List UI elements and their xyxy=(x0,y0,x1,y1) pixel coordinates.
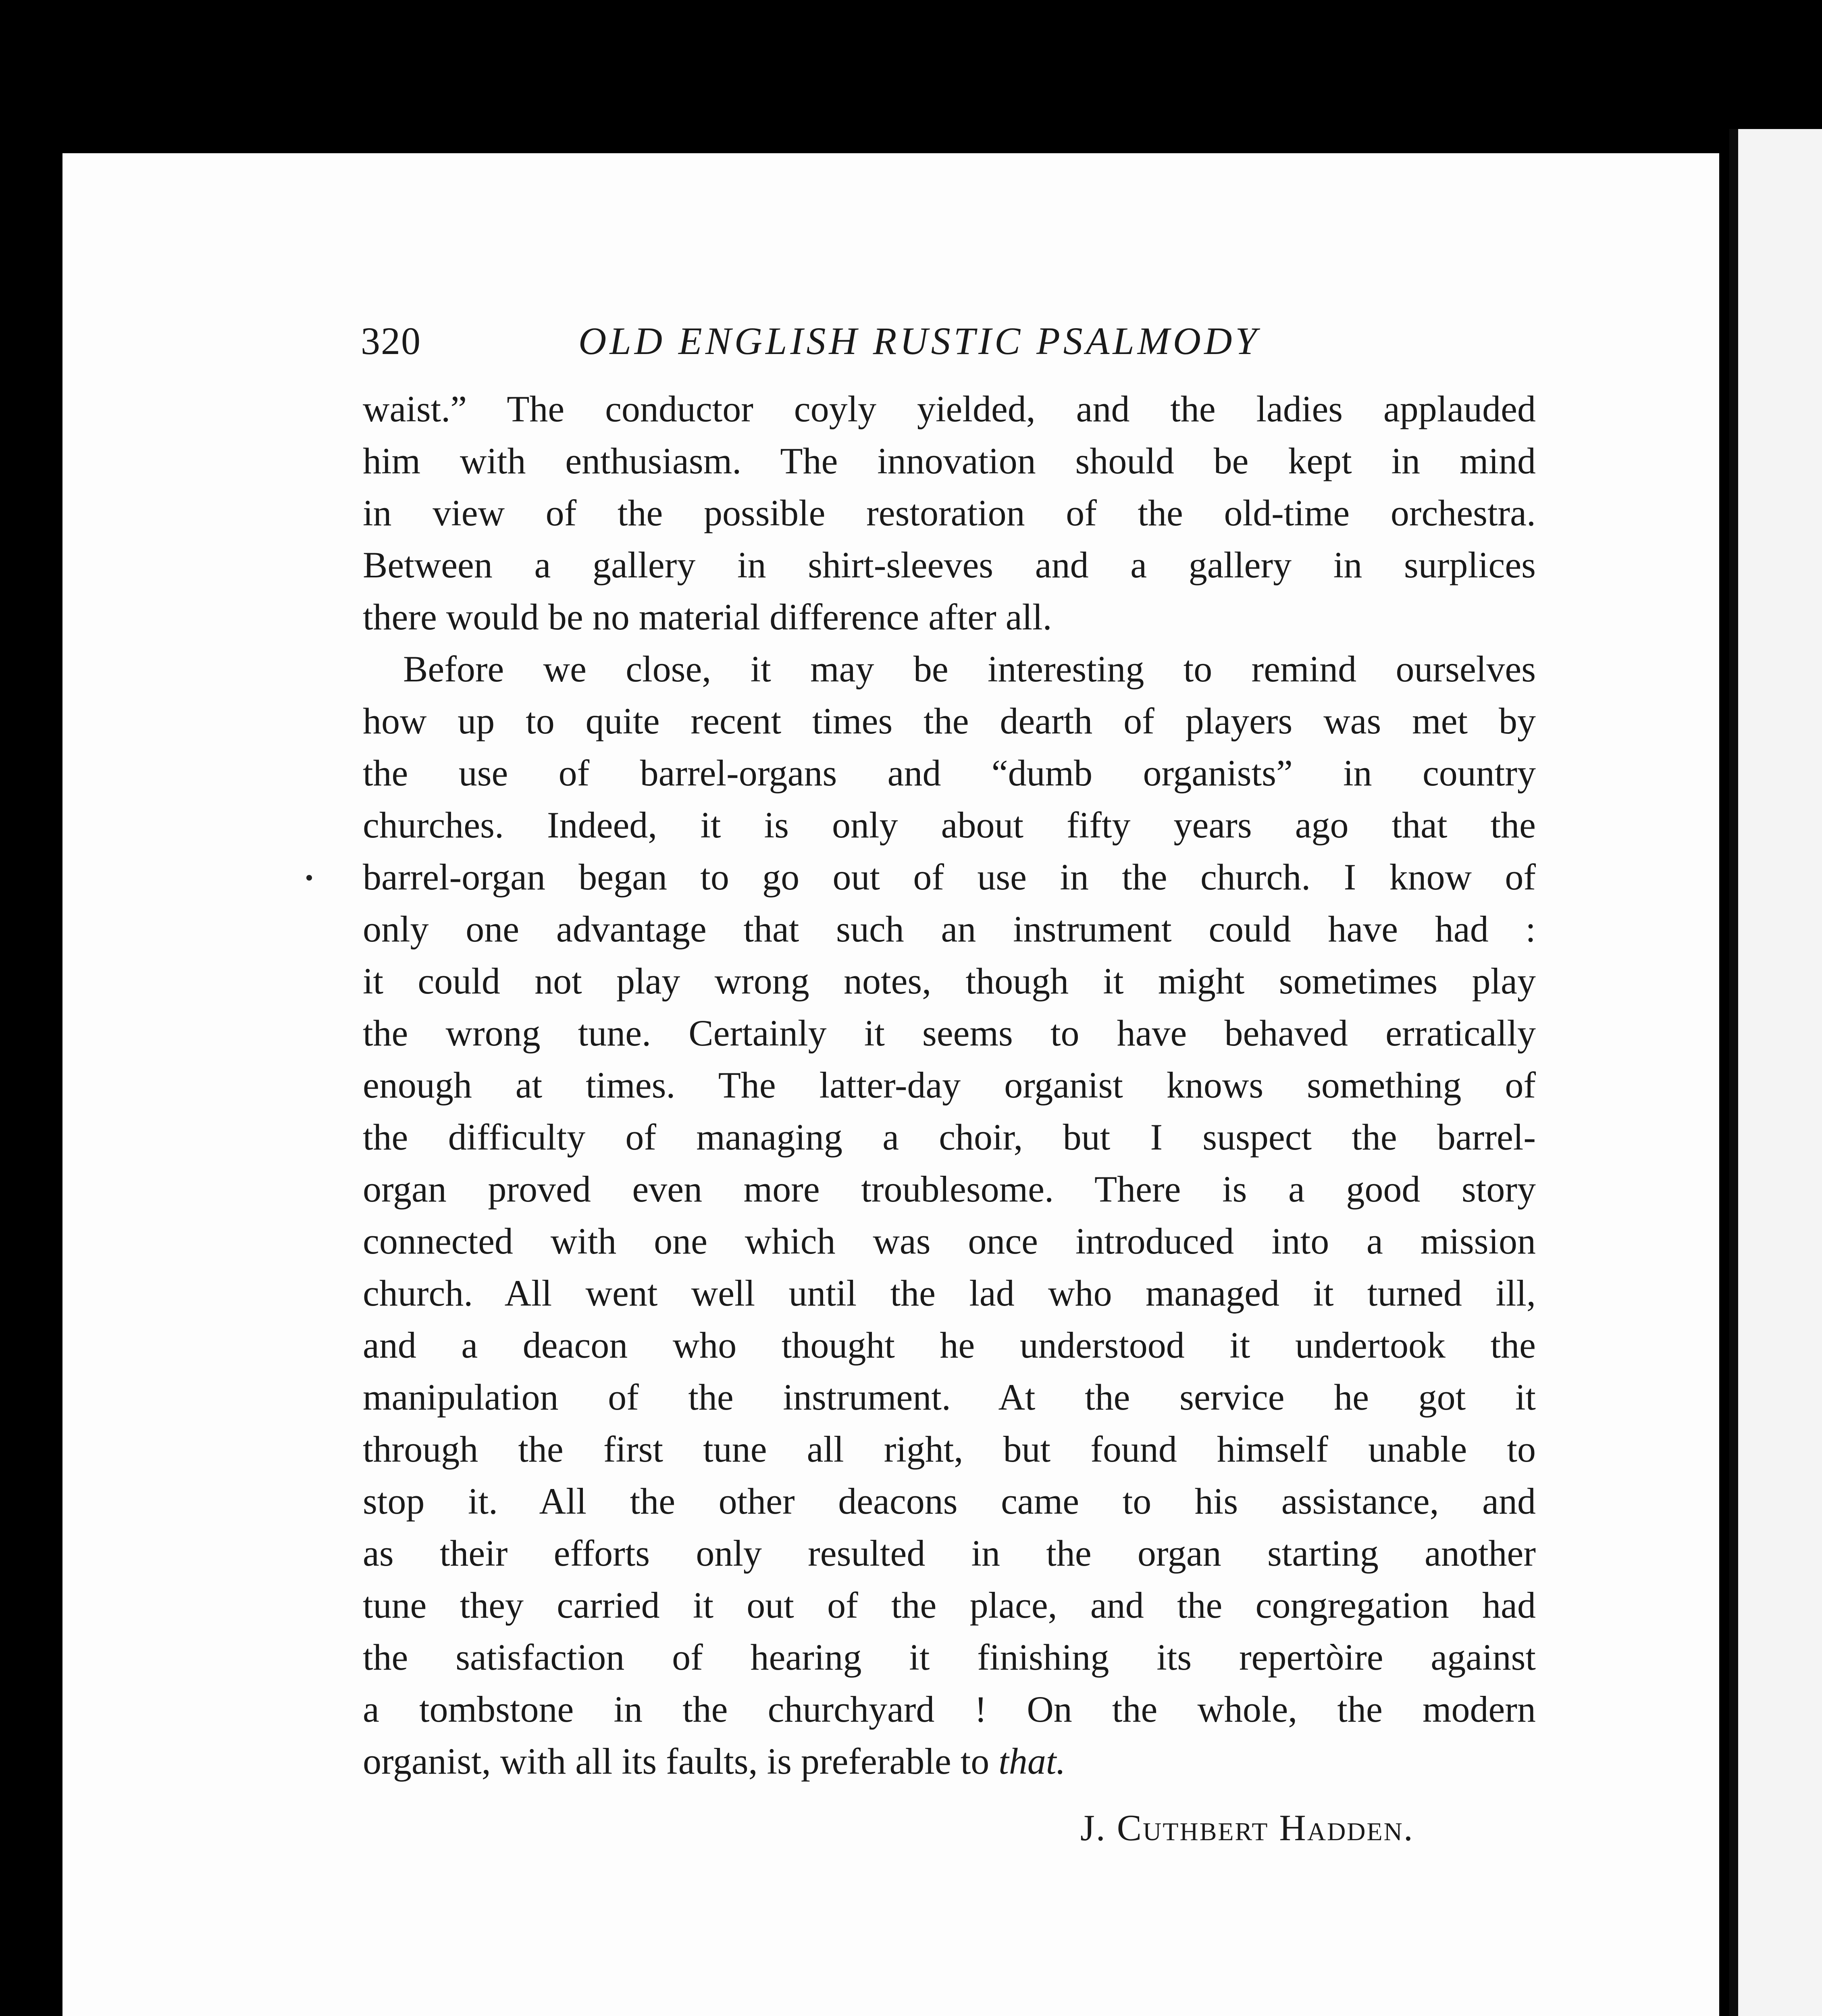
text-line: the use of barrel-organs and “dumb organists” in country xyxy=(363,752,1536,793)
text-line: there would be no material difference after all. xyxy=(363,596,1052,637)
text-line: enough at times. The latter-day organist knows something of xyxy=(363,1064,1536,1106)
text-line: manipulation of the instrument. At the service he got it xyxy=(363,1377,1536,1418)
text-line: church. All went well until the lad who managed it turned ill, xyxy=(363,1272,1536,1314)
text-line: only one advantage that such an instrument could have had : xyxy=(363,908,1536,950)
running-title: OLD ENGLISH RUSTIC PSALMODY xyxy=(578,319,1260,362)
text-line: in view of the possible restoration of the old-time orchestra. xyxy=(363,492,1536,533)
text-line: through the first tune all right, but found himself unable to xyxy=(363,1429,1536,1470)
body-text xyxy=(363,383,1536,1787)
text-line: organ proved even more troublesome. There is a good story xyxy=(363,1168,1536,1210)
text-line: as their efforts only resulted in the organ starting another xyxy=(363,1533,1536,1574)
text-line: stop it. All the other deacons came to his assistance, and xyxy=(363,1481,1536,1522)
scan-speck xyxy=(306,875,312,881)
page-number: 320 xyxy=(361,319,421,362)
text-line-final xyxy=(363,1735,1536,1787)
text-line: him with enthusiasm. The innovation should be kept in mind xyxy=(363,440,1536,481)
text-line: tune they carried it out of the place, and the congregation had xyxy=(363,1585,1536,1626)
text-line: the wrong tune. Certainly it seems to have behaved erratically xyxy=(363,1012,1536,1054)
text-line: connected with one which was once introduced into a mission xyxy=(363,1220,1536,1262)
text-line: barrel-organ began to go out of use in the church. I know of xyxy=(363,856,1536,898)
text-line: a tombstone in the churchyard ! On the whole, the modern xyxy=(363,1689,1536,1730)
text-line: Between a gallery in shirt-sleeves and a gallery in surplices xyxy=(363,544,1536,585)
text-line: Before we close, it may be interesting to remind ourselves xyxy=(403,648,1536,689)
adjacent-page-edge xyxy=(1729,129,1822,2016)
emphasis-that: that. xyxy=(998,1741,1066,1782)
text-line: and a deacon who thought he understood it undertook the xyxy=(363,1325,1536,1366)
paragraph-2 xyxy=(363,643,1536,1735)
author-signature: J. Cuthbert Hadden. xyxy=(1080,1807,1414,1848)
text-line: waist.” The conductor coyly yielded, and the ladies applauded xyxy=(363,388,1536,429)
text-line: the difficulty of managing a choir, but I suspect the barrel- xyxy=(363,1116,1536,1158)
paragraph-1 xyxy=(363,383,1536,643)
text-line: the satisfaction of hearing it finishing its repertòire against xyxy=(363,1637,1536,1678)
page-header xyxy=(361,319,1550,375)
text-line: it could not play wrong notes, though it might sometimes play xyxy=(363,960,1536,1002)
final-line-text: organist, with all its faults, is preferable to xyxy=(363,1741,999,1782)
text-line: churches. Indeed, it is only about fifty years ago that the xyxy=(363,804,1536,846)
text-line: how up to quite recent times the dearth of players was met by xyxy=(363,700,1536,741)
